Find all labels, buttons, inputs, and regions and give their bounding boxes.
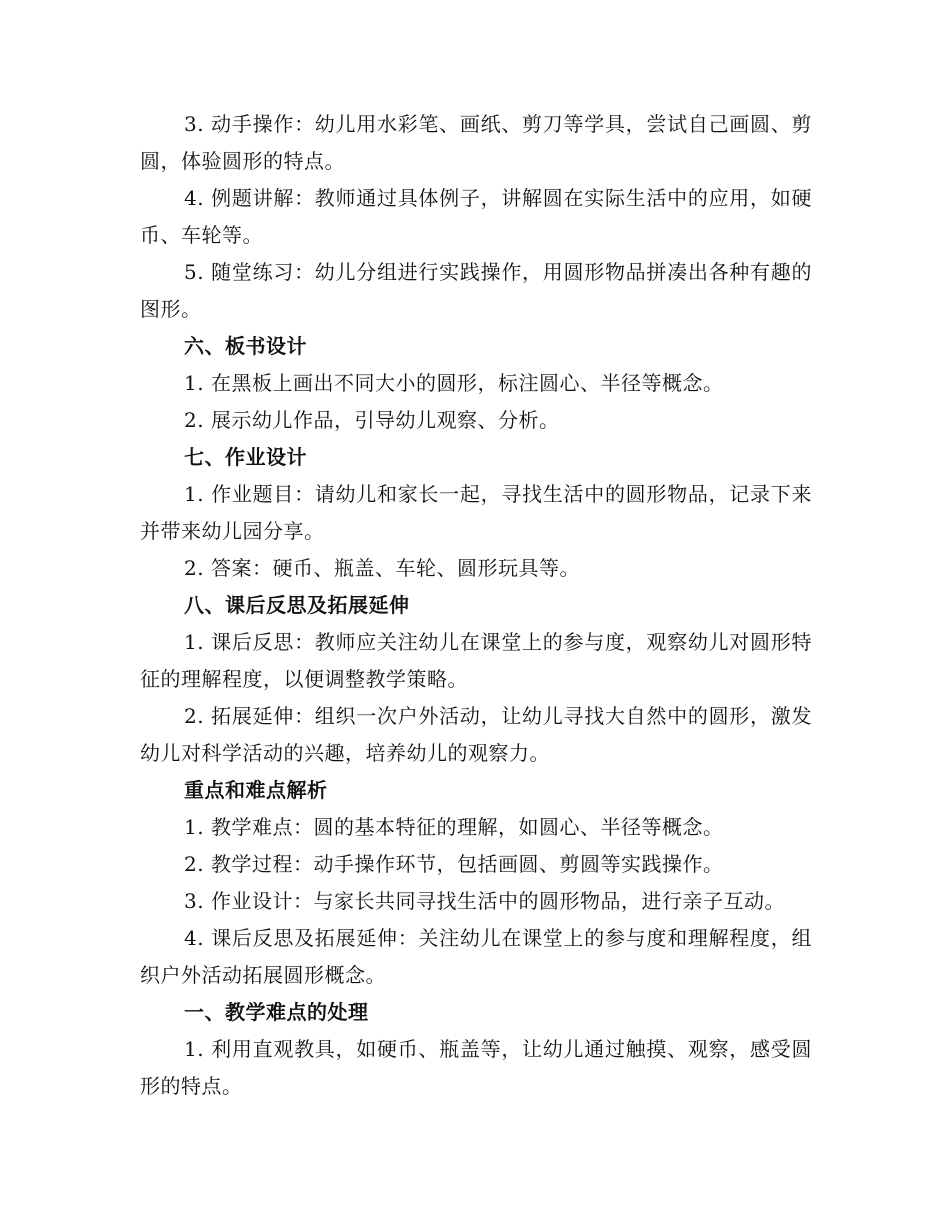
heading-blackboard-design: 六、板书设计	[184, 334, 307, 358]
document-body	[140, 106, 812, 1105]
paragraph-difficulty-3: 3. 作业设计：与家长共同寻找生活中的圆形物品，进行亲子互动。	[184, 889, 785, 913]
paragraph-handling-1: 1. 利用直观教具，如硬币、瓶盖等，让幼儿通过触摸、观察，感受圆形的特点。	[140, 1037, 812, 1098]
heading-difficulty-handling: 一、教学难点的处理	[184, 1000, 369, 1024]
paragraph-blackboard-2: 2. 展示幼儿作品，引导幼儿观察、分析。	[184, 408, 560, 432]
paragraph-blackboard-1: 1. 在黑板上画出不同大小的圆形，标注圆心、半径等概念。	[184, 371, 724, 395]
paragraph-hands-on-operation: 3. 动手操作：幼儿用水彩笔、画纸、剪刀等学具，尝试自己画圆、剪圆，体验圆形的特点。	[140, 112, 812, 173]
paragraph-homework-question: 1. 作业题目：请幼儿和家长一起，寻找生活中的圆形物品，记录下来并带来幼儿园分享。	[140, 482, 812, 543]
paragraph-difficulty-1: 1. 教学难点：圆的基本特征的理解，如圆心、半径等概念。	[184, 815, 724, 839]
heading-reflection-extension: 八、课后反思及拓展延伸	[184, 593, 410, 617]
paragraph-extension: 2. 拓展延伸：组织一次户外活动，让幼儿寻找大自然中的圆形，激发幼儿对科学活动的兴趣，培养幼儿的观察力。	[140, 704, 812, 765]
paragraph-homework-answer: 2. 答案：硬币、瓶盖、车轮、圆形玩具等。	[184, 556, 580, 580]
heading-key-difficulties: 重点和难点解析	[184, 778, 328, 802]
paragraph-reflection: 1. 课后反思：教师应关注幼儿在课堂上的参与度，观察幼儿对圆形特征的理解程度，以便调整教学策略。	[140, 630, 812, 691]
paragraph-example-explanation: 4. 例题讲解：教师通过具体例子，讲解圆在实际生活中的应用，如硬币、车轮等。	[140, 186, 812, 247]
heading-homework-design: 七、作业设计	[184, 445, 307, 469]
paragraph-in-class-practice: 5. 随堂练习：幼儿分组进行实践操作，用圆形物品拼凑出各种有趣的图形。	[140, 260, 812, 321]
paragraph-difficulty-4: 4. 课后反思及拓展延伸：关注幼儿在课堂上的参与度和理解程度，组织户外活动拓展圆形概念。	[140, 926, 812, 987]
paragraph-difficulty-2: 2. 教学过程：动手操作环节，包括画圆、剪圆等实践操作。	[184, 852, 724, 876]
